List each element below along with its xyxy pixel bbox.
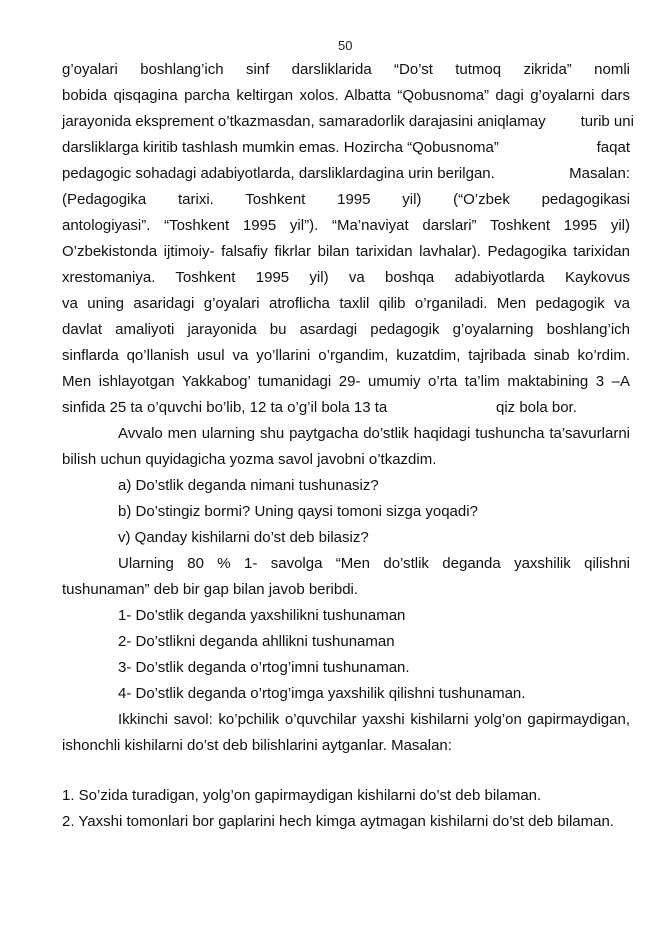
text-fragment: turib uni (580, 113, 634, 130)
text-fragment: faqat (596, 139, 630, 156)
text-line (62, 398, 630, 418)
text-line: 4- Do’stlik deganda o’rtog’imga yaxshilik qilishni tushunaman. (118, 685, 526, 702)
text-line: Men ishlayotgan Yakkabog’ tumanidagi 29- umumiy o’rta ta’lim maktabining 3 –A (62, 373, 630, 390)
text-line: davlat amaliyoti jarayonida bu asardagi pedagogik g’oyalarning boshlang’ich (62, 321, 630, 338)
text-line: ishonchli kishilarni do’st deb bilishlarini aytganlar. Masalan: (62, 737, 452, 754)
page-number: 50 (338, 38, 353, 53)
text-line (62, 164, 630, 184)
text-fragment: pedagogic sohadagi adabiyotlarda, darsliklardagina urin berilgan. (62, 165, 495, 182)
text-line: g’oyalari boshlang’ich sinf darsliklarida “Do’st tutmoq zikrida” nomli (62, 61, 630, 78)
text-line: 3- Do’stlik deganda o’rtog’imni tushunaman. (118, 659, 410, 676)
text-line: tushunaman” deb bir gap bilan javob beribdi. (62, 581, 359, 598)
text-line: 1- Do’stlik deganda yaxshilikni tushunaman (118, 607, 406, 624)
text-line: Ikkinchi savol: ko’pchilik o’quvchilar yaxshi kishilarni yolg’on gapirmaydigan, (118, 711, 630, 728)
text-line: Avvalo men ularning shu paytgacha do’stlik haqidagi tushuncha ta’savurlarni (118, 425, 630, 442)
text-fragment: Masalan: (569, 165, 630, 182)
text-line: va uning asaridagi g’oyalari atroflicha taxlil qilib o’rganiladi. Men pedagogik va (62, 295, 630, 312)
text-line: (Pedagogika tarixi. Toshkent 1995 yil) (“O’zbek pedagogikasi (62, 191, 630, 208)
text-line: a) Do’stlik deganda nimani tushunasiz? (118, 477, 379, 494)
text-line: bilish uchun quyidagicha yozma savol javobni o’tkazdim. (62, 451, 437, 468)
text-line: sinflarda qo’llanish usul va yo’llarini o’rgandim, kuzatdim, tajribada sinab ko’rdim. (62, 347, 630, 364)
text-line: Ularning 80 % 1- savolga “Men do’stlik deganda yaxshilik qilishni (118, 555, 630, 572)
text-line (62, 138, 630, 158)
text-line: 2- Do’stlikni deganda ahllikni tushunaman (118, 633, 395, 650)
text-fragment: sinfida 25 ta o’quvchi bo’lib, 12 ta o’g’il bola 13 ta (62, 399, 388, 416)
text-fragment: jarayonida ekspremеnt o’tkazmasdan, samaradorlik darajasini aniqlamay (62, 113, 546, 130)
text-line: O’zbekistonda ijtimoiy- falsafiy fikrlar bilan tarixidan lavhalar). Pedagogika tarixidan (62, 243, 630, 260)
list-item: 1. So’zida turadigan, yolg’on gapirmaydigan kishilarni do’st deb bilaman. (62, 787, 542, 804)
text-line: v) Qanday kishilarni do’st deb bilasiz? (118, 529, 369, 546)
text-line: b) Do’stingiz bormi? Uning qaysi tomoni sizga yoqadi? (118, 503, 478, 520)
text-line (62, 112, 634, 132)
text-fragment: darsliklarga kiritib tashlash mumkin emas. Hozircha “Qobusnoma” (62, 139, 499, 156)
list-item: 2. Yaxshi tomonlari bor gaplarini hech kimga aytmagan kishilarni do’st deb bilaman. (62, 813, 614, 830)
text-fragment: qiz bola bor. (496, 399, 577, 416)
text-line: antologiyasi”. “Toshkent 1995 yil”). “Ma’naviyat darslari” Toshkent 1995 yil) (62, 217, 630, 234)
text-line: bobida qisqagina parcha keltirgan xolos. Albatta “Qobusnoma” dagi g’oyalarni dars (62, 87, 630, 104)
text-line: xrestomaniya. Toshkent 1995 yil) va boshqa adabiyotlarda Kaykovus (62, 269, 630, 286)
